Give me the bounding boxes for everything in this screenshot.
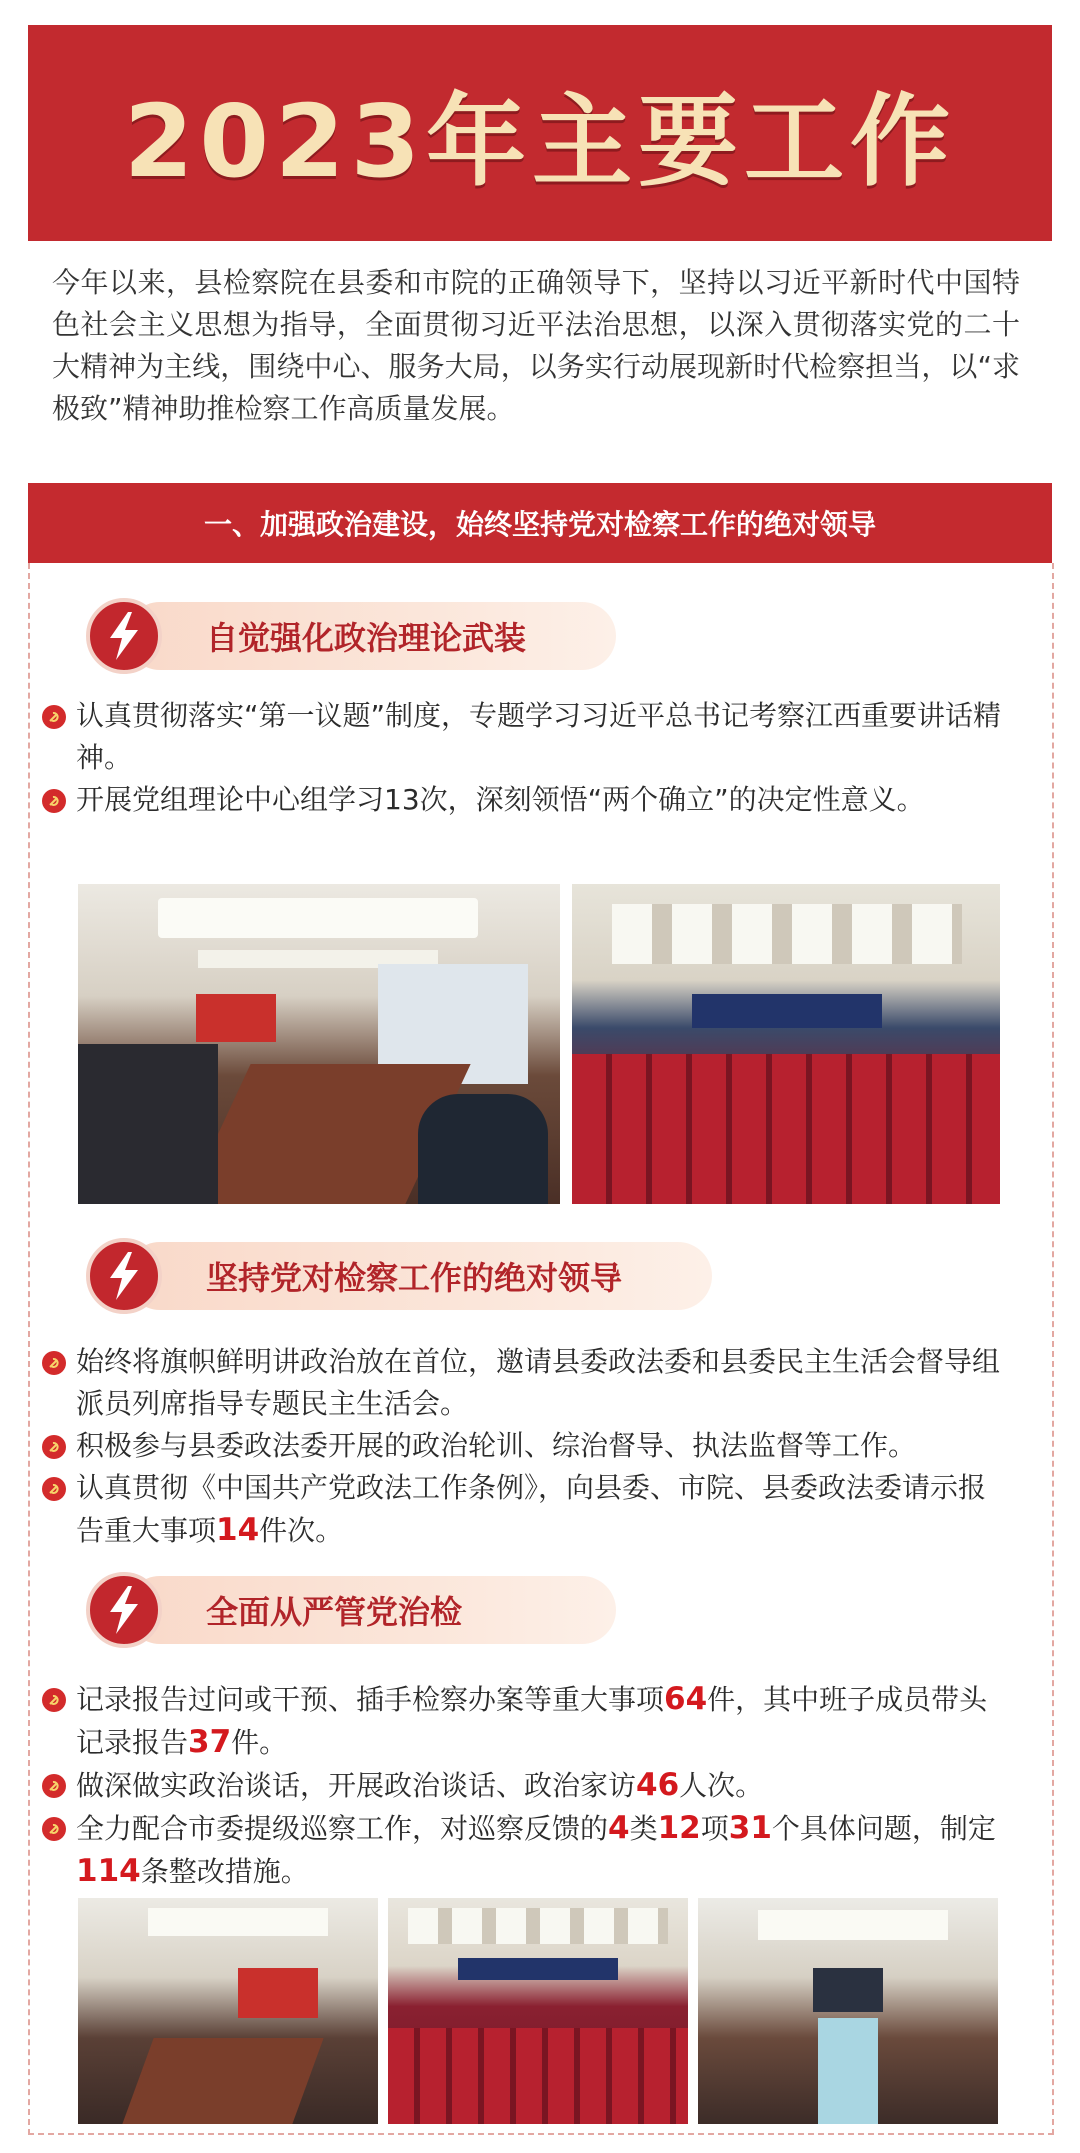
meeting-photo-1: [78, 884, 560, 1204]
meeting-photo-4: [388, 1898, 688, 2124]
lightning-icon: [86, 598, 162, 674]
list-item: 记录报告过问或干预、插手检察办案等重大事项64件，其中班子成员带头记录报告37件。: [42, 1678, 1012, 1764]
meeting-photo-3: [78, 1898, 378, 2124]
list-item: 认真贯彻《中国共产党政法工作条例》，向县委、市院、县委政法委请示报告重大事项14件次。: [42, 1467, 1012, 1552]
section-header: [28, 483, 1052, 563]
list-item: 做深做实政治谈话，开展政治谈话、政治家访46人次。: [42, 1764, 1012, 1807]
party-emblem-icon: [42, 1435, 66, 1459]
party-emblem-icon: [42, 705, 66, 729]
list-item: 认真贯彻落实“第一议题”制度，专题学习习近平总书记考察江西重要讲话精神。: [42, 695, 1012, 779]
bullets-theory: [42, 695, 1012, 821]
title-banner: [28, 25, 1052, 241]
list-item: 始终将旗帜鲜明讲政治放在首位，邀请县委政法委和县委民主生活会督导组派员列席指导专题民主生活会。: [42, 1341, 1012, 1425]
list-item: 积极参与县委政法委开展的政治轮训、综治督导、执法监督等工作。: [42, 1425, 1012, 1467]
meeting-photo-5: [698, 1898, 998, 2124]
intro-paragraph: 今年以来，县检察院在县委和市院的正确领导下，坚持以习近平新时代中国特色社会主义思想为指导，全面贯彻习近平法治思想，以深入贯彻落实党的二十大精神为主线，围绕中心、服务大局，以务实行动展现新时代检察担当，以“求极致”精神助推检察工作高质量发展。: [52, 266, 1020, 425]
party-emblem-icon: [42, 1351, 66, 1375]
list-item: 开展党组理论中心组学习13次，深刻领悟“两个确立”的决定性意义。: [42, 779, 1012, 821]
subheading-pill: [126, 1576, 616, 1644]
lightning-icon: [86, 1238, 162, 1314]
list-item: 全力配合市委提级巡察工作，对巡察反馈的4类12项31个具体问题，制定114条整改措施。: [42, 1807, 1012, 1893]
party-emblem-icon: [42, 1774, 66, 1798]
subheading-title: 坚持党对检察工作的绝对领导: [206, 1259, 623, 1297]
lightning-icon: [86, 1572, 162, 1648]
party-emblem-icon: [42, 789, 66, 813]
party-emblem-icon: [42, 1817, 66, 1841]
section-title: 一、加强政治建设，始终坚持党对检察工作的绝对领导: [203, 508, 876, 541]
party-emblem-icon: [42, 1477, 66, 1501]
subheading-pill: [126, 1242, 712, 1310]
meeting-photo-2: [572, 884, 1000, 1204]
party-emblem-icon: [42, 1688, 66, 1712]
subheading-title: 自觉强化政治理论武装: [206, 619, 527, 657]
bullets-leadership: [42, 1341, 1012, 1552]
subheading-pill: [126, 602, 616, 670]
bullets-discipline: [42, 1678, 1012, 1893]
page-title: 2023年主要工作: [123, 83, 957, 200]
subheading-title: 全面从严管党治检: [206, 1593, 463, 1631]
